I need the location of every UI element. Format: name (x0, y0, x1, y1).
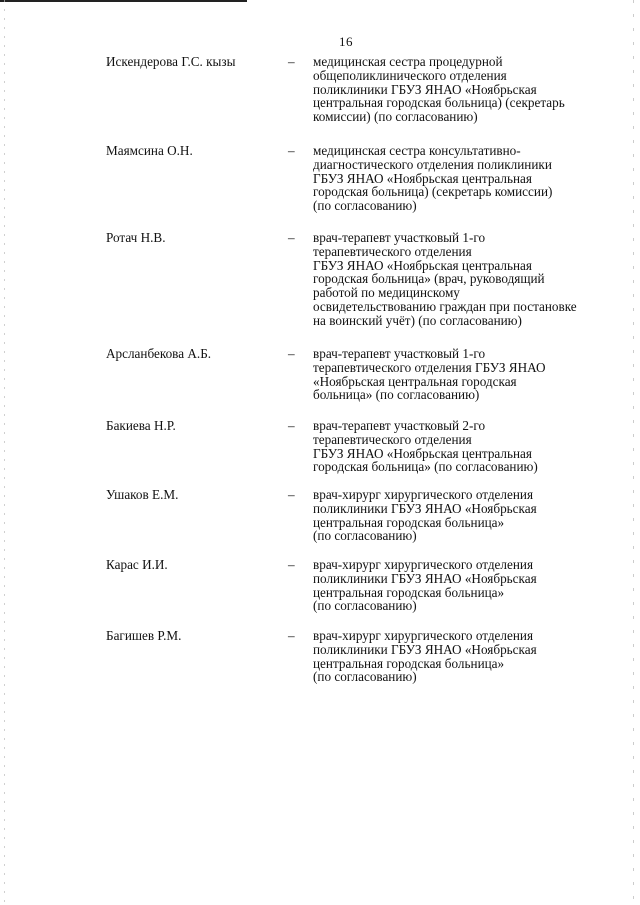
member-position: медицинская сестра процедурной общеполиклинического отделения поликлиники ГБУЗ ЯНАО «Ноябрьская центральная городская больница) (секретарь комиссии) (по согласованию) (313, 54, 565, 125)
member-name: Бакиева Н.Р. (106, 418, 176, 433)
member-position: медицинская сестра консультативно- диагностического отделения поликлиники ГБУЗ ЯНАО «Ноябрьская центральная городская больница) (секретарь комиссии) (по согласованию) (313, 143, 553, 214)
dash-separator: – (288, 54, 295, 69)
member-name: Багишев Р.М. (106, 628, 182, 643)
dash-separator: – (288, 557, 295, 572)
dash-separator: – (288, 346, 295, 361)
member-name: Маямсина О.Н. (106, 143, 193, 158)
member-name: Арсланбекова А.Б. (106, 346, 212, 361)
dash-separator: – (288, 418, 295, 433)
scan-right-edge (633, 0, 634, 905)
scan-left-edge (4, 0, 5, 905)
dash-separator: – (288, 230, 295, 245)
dash-separator: – (288, 143, 295, 158)
member-position: врач-терапевт участковый 1-го терапевтического отделения ГБУЗ ЯНАО «Ноябрьская центральная городская больница» (по согласованию) (313, 346, 546, 403)
member-name: Искендерова Г.С. кызы (106, 54, 236, 69)
member-position: врач-терапевт участковый 1-го терапевтического отделения ГБУЗ ЯНАО «Ноябрьская центральная городская больница» (врач, руководящий работой по медицинскому освидетельствованию граждан при постановке на воинский учёт) (по согласованию) (313, 230, 577, 328)
member-position: врач-хирург хирургического отделения поликлиники ГБУЗ ЯНАО «Ноябрьская центральная городская больница» (по согласованию) (313, 487, 537, 544)
dash-separator: – (288, 487, 295, 502)
member-position: врач-хирург хирургического отделения поликлиники ГБУЗ ЯНАО «Ноябрьская центральная городская больница» (по согласованию) (313, 557, 537, 614)
top-rule (0, 0, 247, 2)
member-name: Карас И.И. (106, 557, 168, 572)
page-number: 16 (339, 34, 353, 49)
member-name: Ушаков Е.М. (106, 487, 179, 502)
dash-separator: – (288, 628, 295, 643)
member-position: врач-хирург хирургического отделения поликлиники ГБУЗ ЯНАО «Ноябрьская центральная городская больница» (по согласованию) (313, 628, 537, 685)
member-position: врач-терапевт участковый 2-го терапевтического отделения ГБУЗ ЯНАО «Ноябрьская центральная городская больница» (по согласованию) (313, 418, 538, 475)
member-name: Ротач Н.В. (106, 230, 166, 245)
